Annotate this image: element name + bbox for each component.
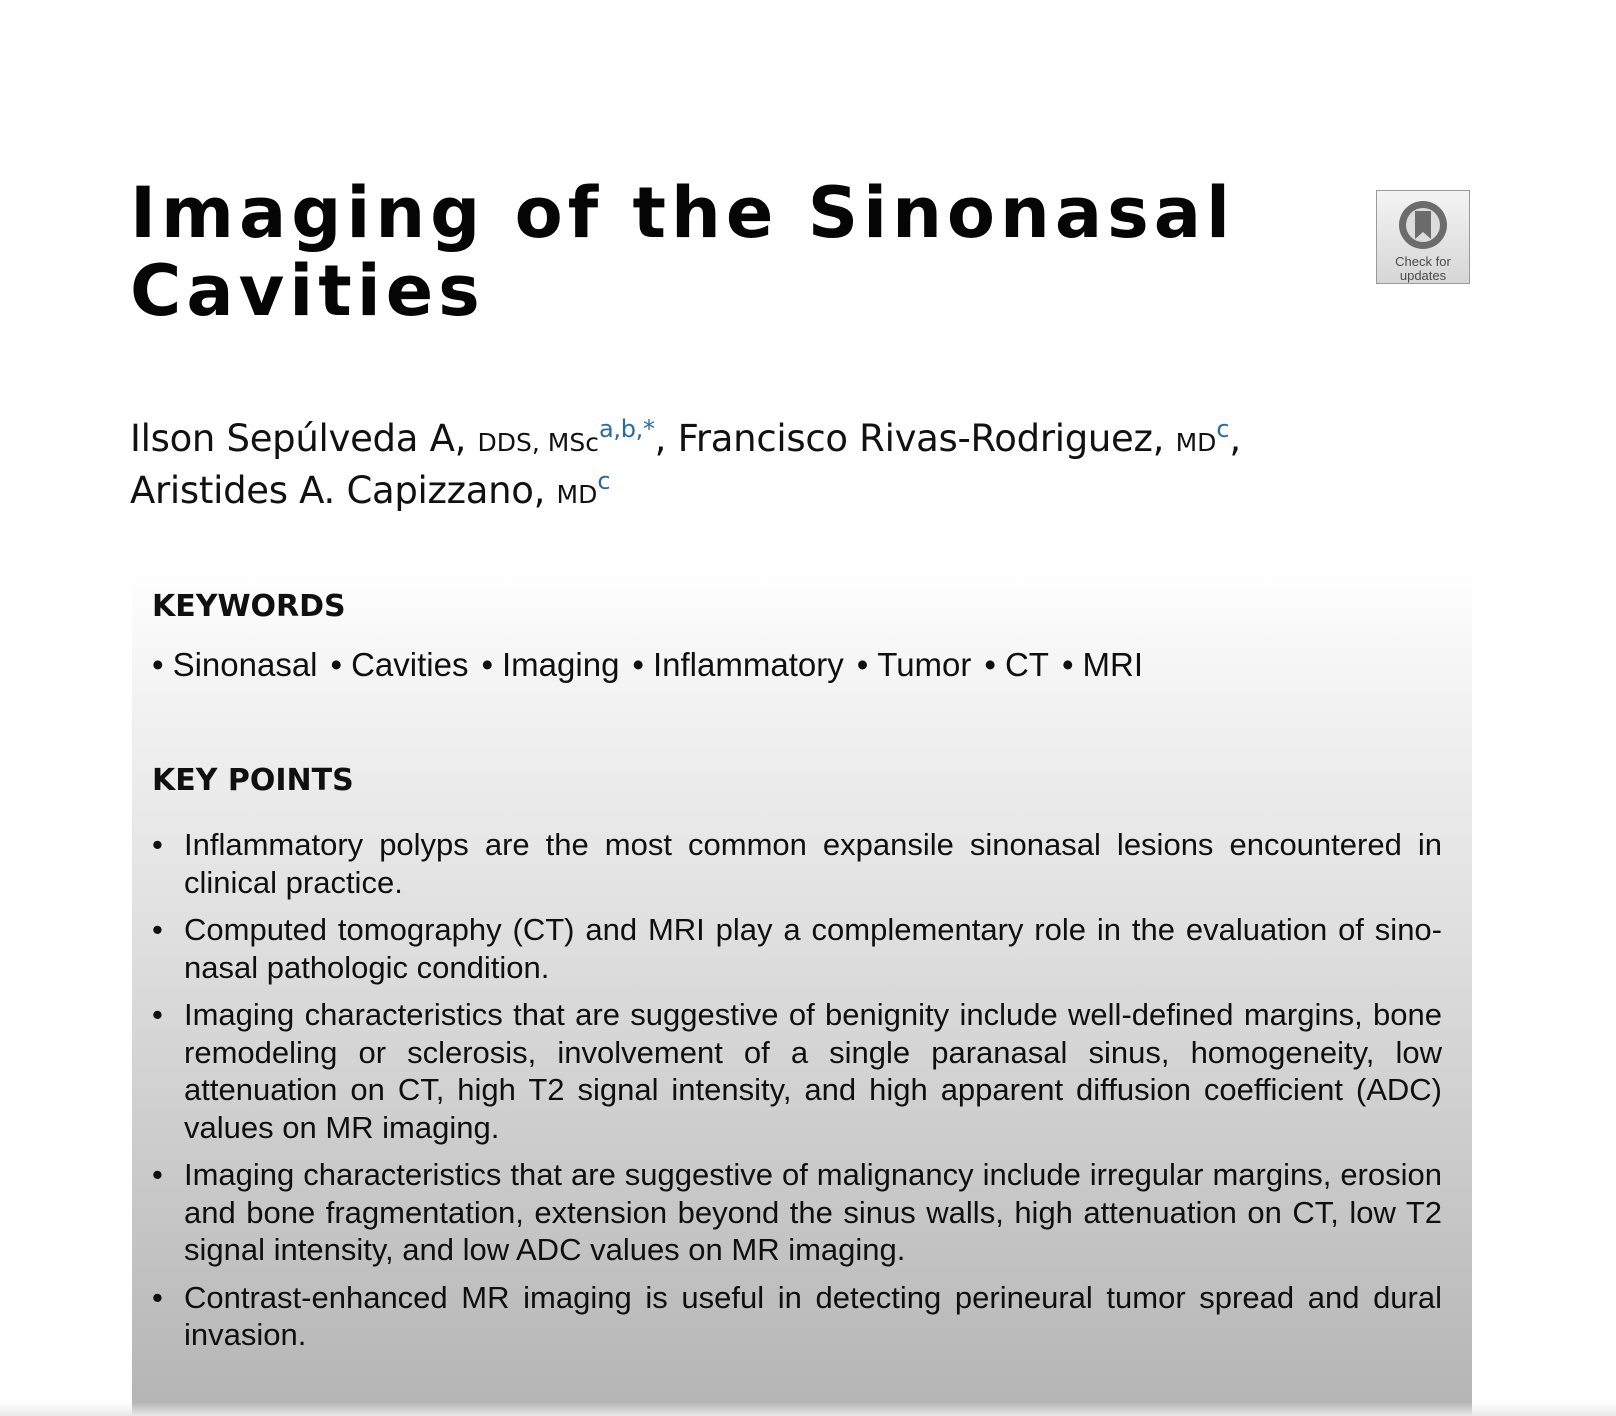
keyword-item: • Inflammatory (632, 645, 843, 685)
keyword-item: • CT (984, 645, 1049, 685)
key-points-list (152, 826, 1442, 1364)
keyword-item: • Tumor (857, 645, 972, 685)
key-point-item: • Contrast-enhanced MR imaging is useful in detecting perineural tumor spread and dural invasion. (152, 1279, 1442, 1354)
author-degrees: DDS, MSc (477, 428, 599, 457)
author-line-2 (130, 467, 1330, 519)
author-list (130, 415, 1330, 519)
key-point-item: • Computed tomography (CT) and MRI play a complementary role in the evaluation of sino-nasal pathologic condition. (152, 911, 1442, 986)
author-separator: , (654, 417, 667, 460)
keyword-item: • Cavities (331, 645, 469, 685)
page-bottom-shadow (0, 1402, 1616, 1416)
key-point-item: • Imaging characteristics that are suggestive of malignancy include irregular margins, erosion and bone fragmentation, extension beyond the sinus walls, high attenuation on CT, low T2 signal intensity, and low ADC values on MR imaging. (152, 1156, 1442, 1269)
key-points-heading: KEY POINTS (152, 763, 354, 798)
author-affiliation-marker[interactable]: c (1216, 415, 1230, 443)
badge-line-1: Check for (1395, 254, 1451, 269)
keywords-heading: KEYWORDS (152, 589, 346, 624)
author-degrees: MD (556, 480, 598, 509)
author-affiliation-marker[interactable]: c (597, 467, 611, 495)
keyword-item: • Sinonasal (152, 645, 318, 685)
author-degrees: MD (1175, 428, 1217, 457)
author-name: Aristides A. Capizzano, (130, 469, 546, 512)
author-separator: , (1229, 417, 1241, 460)
author-affiliation-marker[interactable]: a,b,* (598, 415, 655, 443)
keywords-keypoints-box (132, 566, 1472, 1416)
author-line-1 (130, 415, 1330, 467)
crossmark-icon (1390, 197, 1456, 253)
author-name: Ilson Sepúlveda A, (130, 417, 467, 460)
keyword-item: • MRI (1062, 645, 1143, 685)
badge-line-2: updates (1399, 268, 1447, 283)
key-point-item: • Inflammatory polyps are the most common expansile sinonasal lesions encountered in clinical practice. (152, 826, 1442, 901)
article-title: Imaging of the Sinonasal Cavities (130, 172, 1235, 332)
author-name: Francisco Rivas-Rodriguez, (677, 417, 1165, 460)
check-for-updates-badge[interactable] (1376, 190, 1470, 284)
key-point-item: • Imaging characteristics that are suggestive of benignity include well-defined margins, bone remodeling or sclerosis, involvement of a single paranasal sinus, homogeneity, low attenuation on CT, high T2 signal intensity, and high apparent diffusion coefficient (ADC) values on MR imaging. (152, 996, 1442, 1146)
keyword-item: • Imaging (481, 645, 619, 685)
keywords-list (152, 645, 1156, 685)
